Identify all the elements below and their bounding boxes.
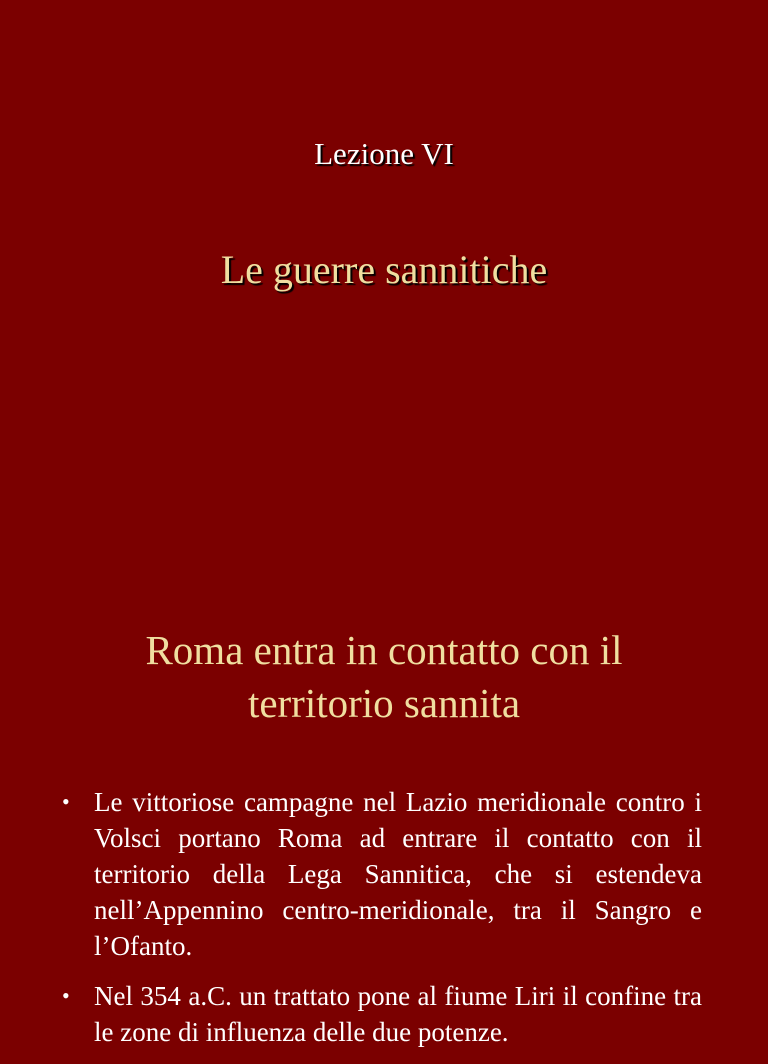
heading-line-2: territorio sannita: [247, 680, 521, 726]
slide-heading: [40, 624, 728, 730]
bullet-item: [60, 978, 702, 1050]
bullet-item: [60, 784, 702, 964]
bullet-dot-icon: •: [62, 983, 70, 1008]
bullet-list: [60, 784, 702, 1064]
content-slide: [0, 512, 768, 1047]
bullet-text: Nel 354 a.C. un trattato pone al fiume Liri il confine tra le zone di influenza delle due potenze.: [94, 981, 702, 1047]
bullet-dot-icon: •: [62, 789, 70, 814]
slide-title: Le guerre sannitiche: [220, 247, 548, 292]
title-slide: [0, 0, 768, 512]
bullet-text: Le vittoriose campagne nel Lazio meridionale contro i Volsci portano Roma ad entrare il contatto con il territorio della Lega Sannitica, che si estendeva nell’Appennino centro-meridionale, tra il Sangro e l’Ofanto.: [94, 787, 702, 961]
heading-line-1: Roma entra in contatto con il: [145, 627, 623, 673]
lesson-number: Lezione VI: [314, 136, 454, 171]
